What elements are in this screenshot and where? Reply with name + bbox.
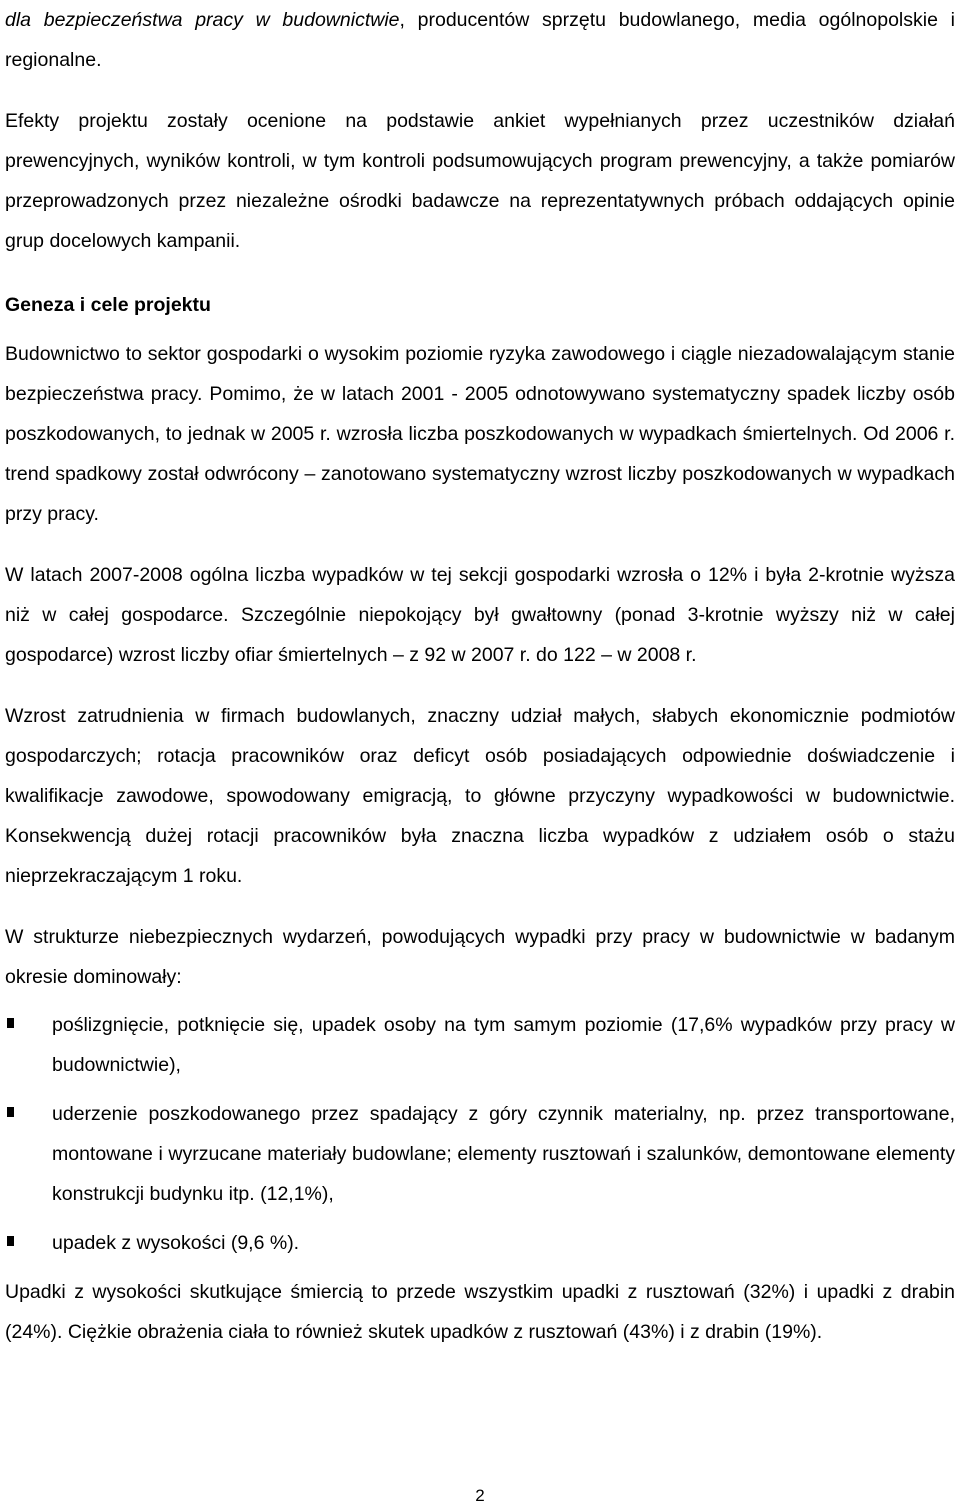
paragraph-falls: Upadki z wysokości skutkujące śmiercią to przede wszystkim upadki z rusztowań (32%) i upadki z drabin (24%). Ciężkie obrażenia ciała to również skutek upadków z rusztowań (43%) i z drabin (19%). xyxy=(5,1281,955,1343)
paragraph-construction-risk: Budownictwo to sektor gospodarki o wysokim poziomie ryzyka zawodowego i ciągle niezadowalającym stanie bezpieczeństwa pracy. Pomimo, że w latach 2001 - 2005 odnotowywano systematyczny spadek liczby osób poszkodowanych, to jednak w 2005 r. wzrosła liczba poszkodowanych w wypadkach śmiertelnych. Od 2006 r. trend spadkowy został odwrócony – zanotowano systematyczny wzrost liczby poszkodowanych w wypadkach przy pracy. xyxy=(5,343,955,525)
list-item xyxy=(5,1005,955,1085)
square-bullet-icon xyxy=(7,1107,14,1117)
list-item-text: uderzenie poszkodowanego przez spadający z góry czynnik materialny, np. przez transportowane, montowane i wyrzucane materiały budowlane; elementy rusztowań i szalunków, demontowane elementy konstrukcji budynku itp. (12,1%), xyxy=(52,1103,955,1205)
paragraph-effects: Efekty projektu zostały ocenione na podstawie ankiet wypełnianych przez uczestników działań prewencyjnych, wyników kontroli, w tym kontroli podsumowujących program prewencyjny, a także pomiarów przeprowadzonych przez niezależne ośrodki badawcze na reprezentatywnych próbach oddających opinie grup docelowych kampanii. xyxy=(5,110,955,252)
section-heading: Geneza i cele projektu xyxy=(5,294,211,316)
top-fragment-italic: dla bezpieczeństwa pracy w budownictwie xyxy=(5,9,400,31)
bullet-list xyxy=(5,1005,955,1263)
list-item xyxy=(5,1223,955,1263)
list-item xyxy=(5,1094,955,1214)
list-item-text: upadek z wysokości (9,6 %). xyxy=(52,1232,300,1254)
top-fragment xyxy=(5,0,955,80)
square-bullet-icon xyxy=(7,1236,14,1246)
paragraph-structure-intro: W strukturze niebezpiecznych wydarzeń, powodujących wypadki przy pracy w budownictwie w badanym okresie dominowały: xyxy=(5,926,955,988)
top-fragment-rest: , producentów sprzętu budowlanego, media ogólnopolskie i regionalne. xyxy=(5,9,955,71)
square-bullet-icon xyxy=(7,1018,14,1028)
document-page xyxy=(5,0,955,1373)
paragraph-causes: Wzrost zatrudnienia w firmach budowlanych, znaczny udział małych, słabych ekonomicznie podmiotów gospodarczych; rotacja pracowników oraz deficyt osób posiadających odpowiednie doświadczenie i kwalifikacje zawodowe, spowodowany emigracją, to główne przyczyny wypadkowości w budownictwie. Konsekwencją dużej rotacji pracowników była znaczna liczba wypadków z udziałem osób o stażu nieprzekraczającym 1 roku. xyxy=(5,705,955,887)
page-number: 2 xyxy=(475,1486,485,1505)
list-item-text: poślizgnięcie, potknięcie się, upadek osoby na tym samym poziomie (17,6% wypadków przy pracy w budownictwie), xyxy=(52,1014,955,1076)
paragraph-accident-stats: W latach 2007-2008 ogólna liczba wypadków w tej sekcji gospodarki wzrosła o 12% i była 2-krotnie wyższa niż w całej gospodarce. Szczególnie niepokojący był gwałtowny (ponad 3-krotnie wyższy niż w całej gospodarce) wzrost liczby ofiar śmiertelnych – z 92 w 2007 r. do 122 – w 2008 r. xyxy=(5,564,955,666)
